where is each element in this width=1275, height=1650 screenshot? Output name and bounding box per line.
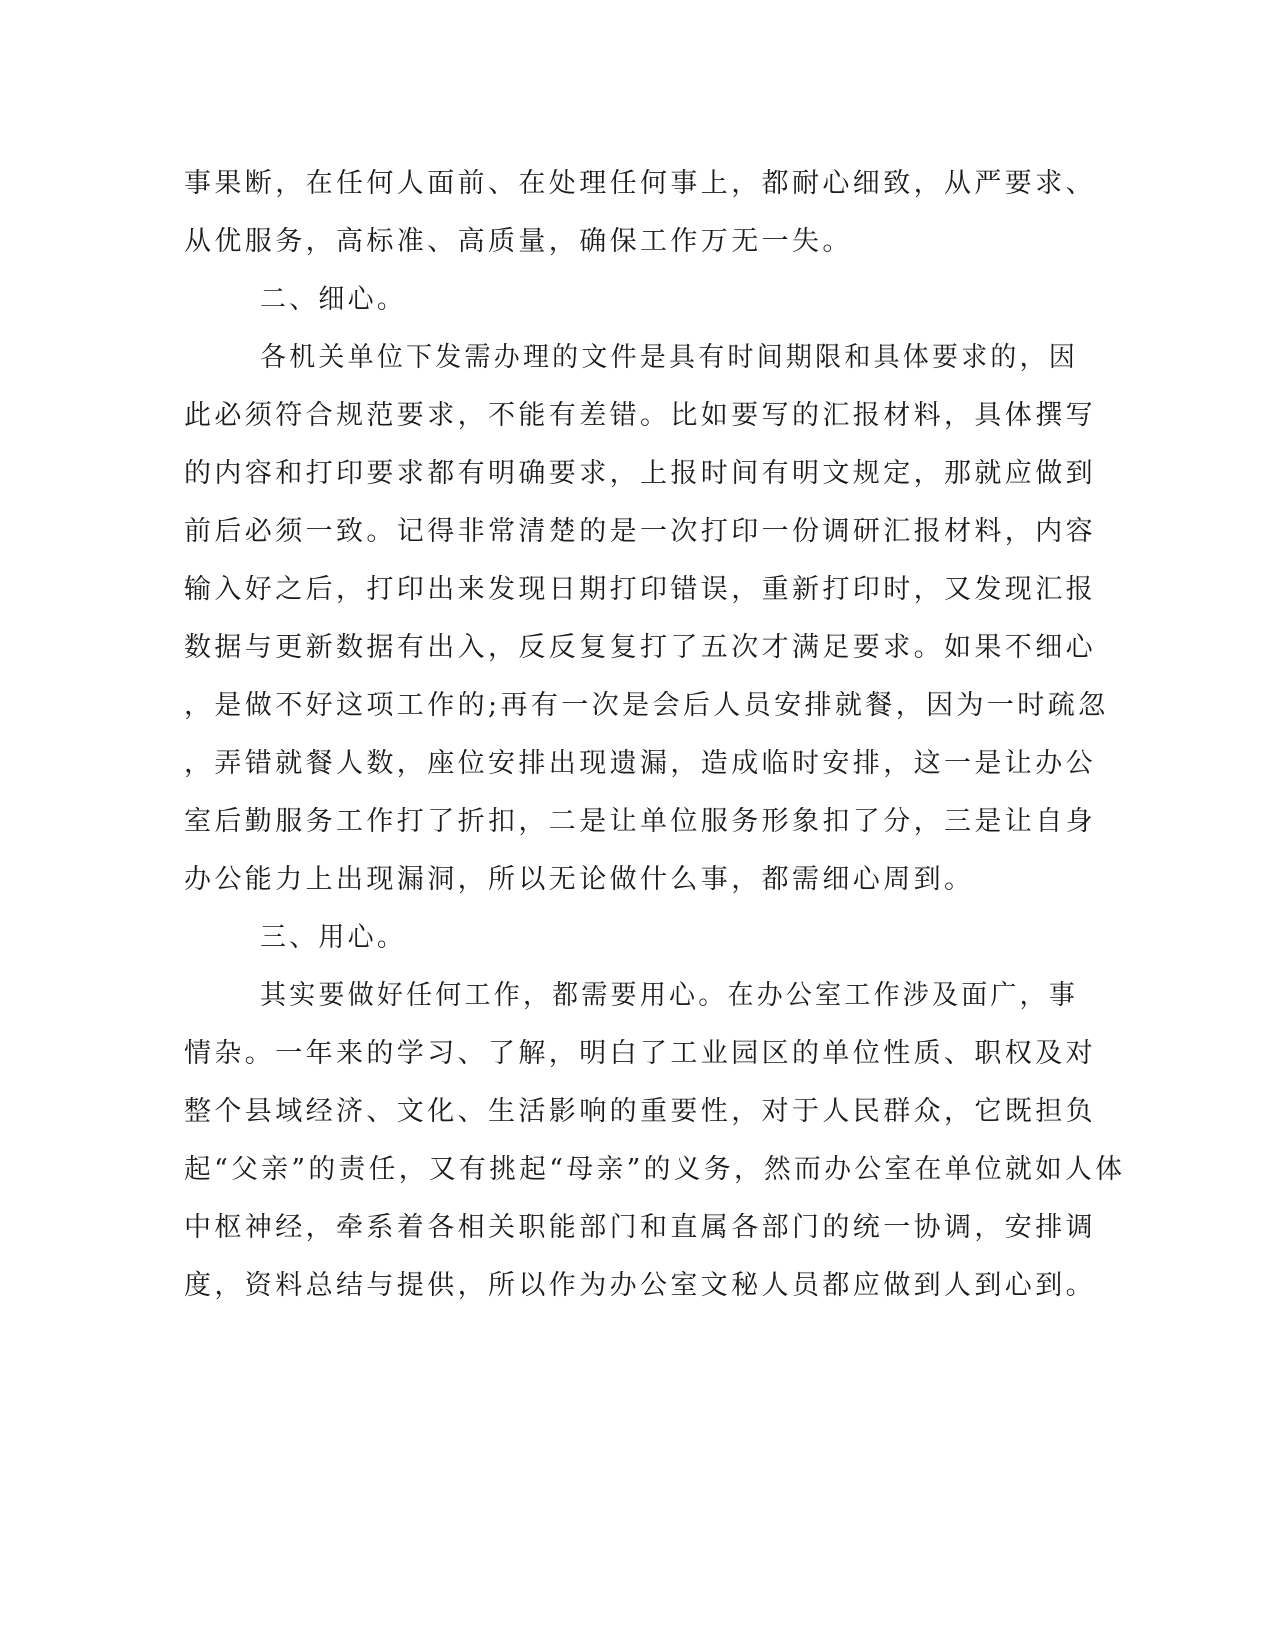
paragraph-line: 中枢神经，牵系着各相关职能部门和直属各部门的统一协调，安排调 [184, 1212, 1096, 1243]
paragraph-line: 数据与更新数据有出入，反反复复打了五次才满足要求。如果不细心 [184, 632, 1096, 663]
paragraph-line: 情杂。一年来的学习、了解，明白了工业园区的单位性质、职权及对 [184, 1038, 1096, 1069]
paragraph-line: ，弄错就餐人数，座位安排出现遗漏，造成临时安排，这一是让办公 [184, 748, 1096, 779]
section-heading: 三、用心。 [260, 922, 407, 953]
paragraph-line: 室后勤服务工作打了折扣，二是让单位服务形象扣了分，三是让自身 [184, 806, 1096, 837]
paragraph-line: 起“父亲”的责任，又有挑起“母亲”的义务，然而办公室在单位就如人体 [184, 1154, 1126, 1185]
paragraph-line: 事果断，在任何人面前、在处理任何事上，都耐心细致，从严要求、 [184, 168, 1096, 199]
paragraph-line: 其实要做好任何工作，都需要用心。在办公室工作涉及面广，事 [260, 980, 1079, 1011]
paragraph-line: 输入好之后，打印出来发现日期打印错误，重新打印时，又发现汇报 [184, 574, 1096, 605]
paragraph-line: 整个县域经济、文化、生活影响的重要性，对于人民群众，它既担负 [184, 1096, 1096, 1127]
paragraph-line: 各机关单位下发需办理的文件是具有时间期限和具体要求的，因 [260, 342, 1079, 373]
paragraph-line: 办公能力上出现漏洞，所以无论做什么事，都需细心周到。 [184, 864, 975, 895]
paragraph-line: 的内容和打印要求都有明确要求，上报时间有明文规定，那就应做到 [184, 458, 1096, 489]
paragraph-line: ，是做不好这项工作的;再有一次是会后人员安排就餐，因为一时疏忽 [184, 690, 1109, 721]
paragraph-line: 度，资料总结与提供，所以作为办公室文秘人员都应做到人到心到。 [184, 1270, 1096, 1301]
section-heading: 二、细心。 [260, 284, 407, 315]
paragraph-line: 此必须符合规范要求，不能有差错。比如要写的汇报材料，具体撰写 [184, 400, 1096, 431]
paragraph-line: 从优服务，高标准、高质量，确保工作万无一失。 [184, 226, 853, 257]
paragraph-line: 前后必须一致。记得非常清楚的是一次打印一份调研汇报材料，内容 [184, 516, 1096, 547]
